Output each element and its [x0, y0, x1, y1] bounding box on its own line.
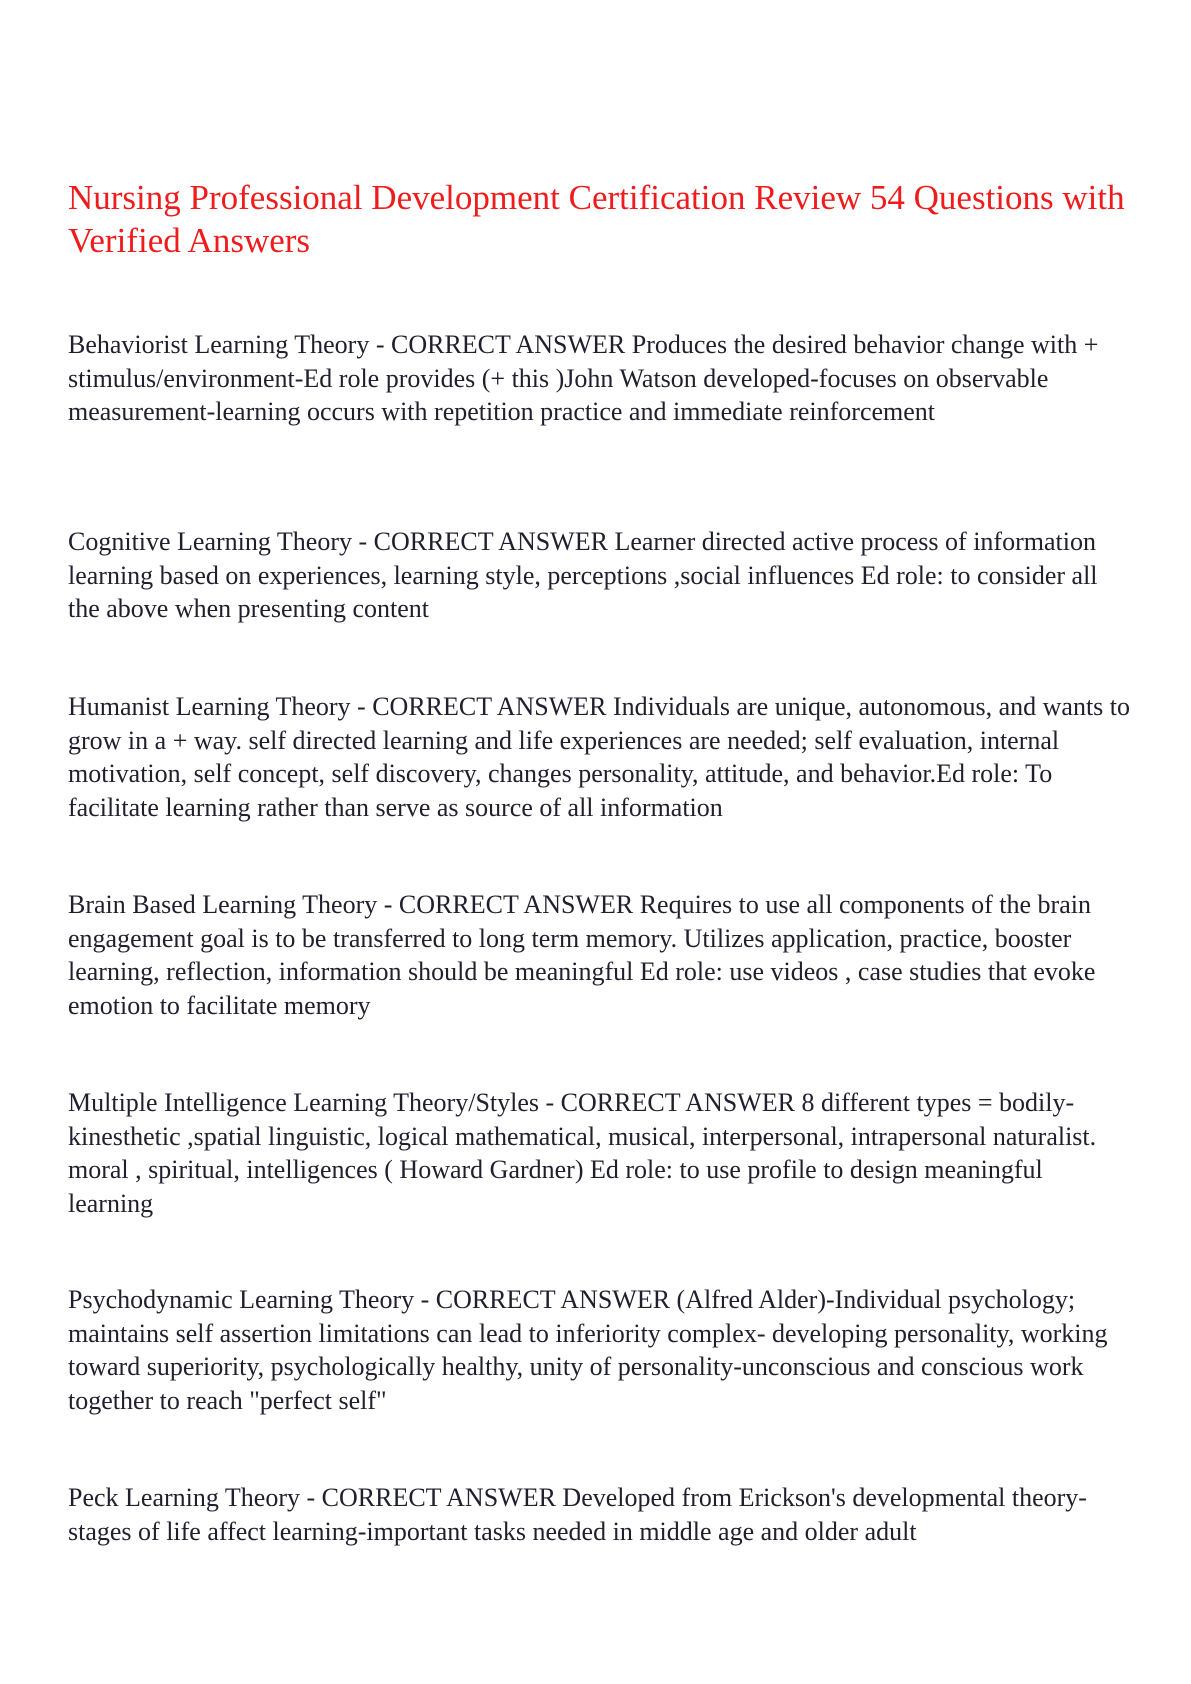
qa-item-peck-learning-theory: Peck Learning Theory - CORRECT ANSWER Developed from Erickson's developmental theory-stages of life affect learning-important tasks needed in middle age and older adult	[68, 1483, 1087, 1546]
qa-item-humanist-learning-theory: Humanist Learning Theory - CORRECT ANSWER Individuals are unique, autonomous, and wants to grow in a + way. self directed learning and life experiences are needed; self evaluation, internal motivation, self concept, self discovery, changes personality, attitude, and behavior.Ed role: To facilitate learning rather than serve as source of all information	[68, 692, 1131, 822]
qa-item-psychodynamic-learning-theory: Psychodynamic Learning Theory - CORRECT ANSWER (Alfred Alder)-Individual psychology; maintains self assertion limitations can lead to inferiority complex- developing personality, working toward superiority, psychologically healthy, unity of personality-unconscious and conscious work together to reach "perfect self"	[68, 1285, 1108, 1415]
document-title: Nursing Professional Development Certification Review 54 Questions with Verified Answers	[68, 178, 1125, 260]
qa-item-brain-based-learning-theory: Brain Based Learning Theory - CORRECT ANSWER Requires to use all components of the brain engagement goal is to be transferred to long term memory. Utilizes application, practice, booster learning, reflection, information should be meaningful Ed role: use videos , case studies that evoke emotion to facilitate memory	[68, 890, 1096, 1020]
qa-item-multiple-intelligence-learning-theory: Multiple Intelligence Learning Theory/Styles - CORRECT ANSWER 8 different types = bodily-kinesthetic ,spatial linguistic, logical mathematical, musical, interpersonal, intrapersonal naturalist. moral , spiritual, intelligences ( Howard Gardner) Ed role: to use profile to design meaningful learning	[68, 1088, 1097, 1218]
qa-item-behaviorist-learning-theory: Behaviorist Learning Theory - CORRECT ANSWER Produces the desired behavior change with + stimulus/environment-Ed role provides (+ this )John Watson developed-focuses on observable measurement-learning occurs with repetition practice and immediate reinforcement	[68, 330, 1099, 426]
qa-item-cognitive-learning-theory: Cognitive Learning Theory - CORRECT ANSWER Learner directed active process of information learning based on experiences, learning style, perceptions ,social influences Ed role: to consider all the above when presenting content	[68, 527, 1098, 623]
